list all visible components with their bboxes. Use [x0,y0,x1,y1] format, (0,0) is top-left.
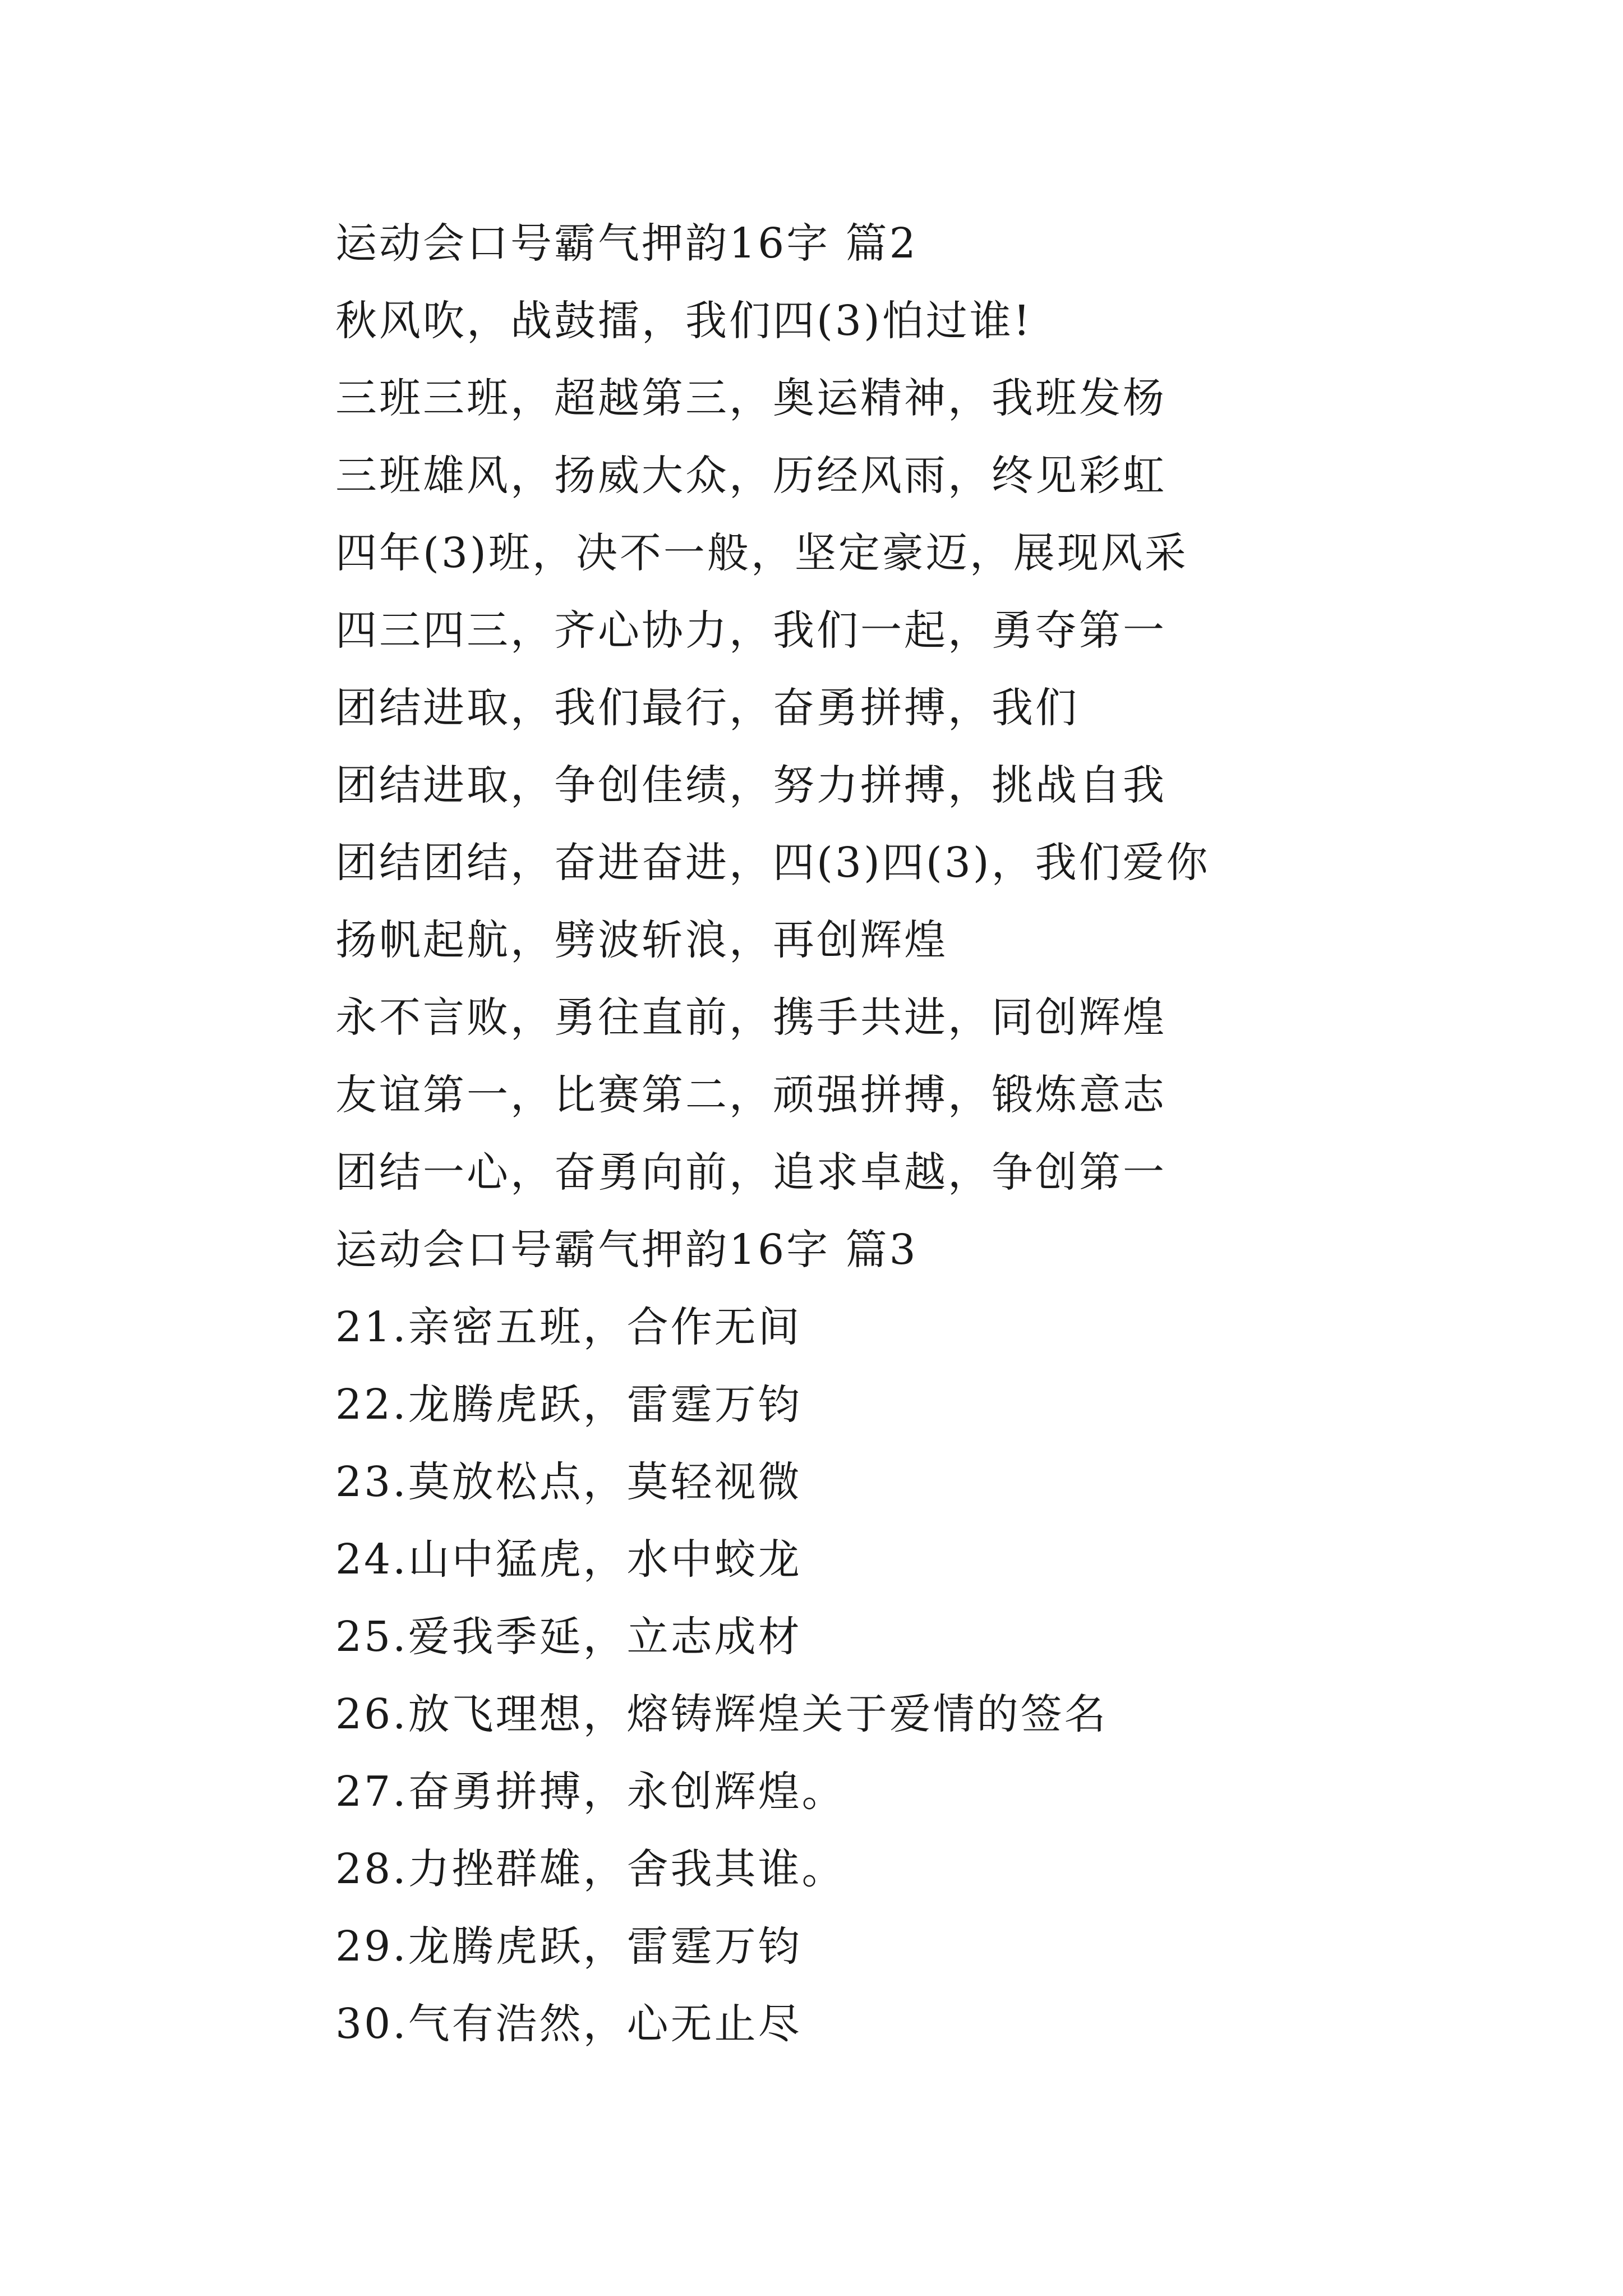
numbered-slogan: 30.气有浩然，心无止尽 [335,2000,802,2048]
slogan-line: 四三四三，齐心协力，我们一起，勇夺第一 [335,606,1166,655]
numbered-slogan: 24.山中猛虎，水中蛟龙 [335,1535,802,1584]
numbered-slogan: 21.亲密五班，合作无间 [335,1303,802,1351]
slogan-line: 永不言败，勇往直前，携手共进，同创辉煌 [335,993,1166,1042]
slogan-line: 团结进取，争创佳绩，努力拼搏，挑战自我 [335,761,1166,809]
slogan-line: 三班三班，超越第三，奥运精神，我班发杨 [335,374,1166,422]
slogan-line: 三班雄风，扬威大众，历经风雨，终见彩虹 [335,452,1166,500]
numbered-slogan: 26.放飞理想，熔铸辉煌关于爱情的签名 [335,1690,1108,1738]
numbered-slogan: 27.奋勇拼搏，永创辉煌。 [335,1768,846,1816]
slogan-line: 团结一心，奋勇向前，追求卓越，争创第一 [335,1148,1166,1197]
slogan-line: 四年(3)班，决不一般，坚定豪迈，展现风采 [335,529,1188,577]
numbered-slogan: 23.莫放松点，莫轻视微 [335,1458,802,1506]
section-heading: 运动会口号霸气押韵16字 篇3 [335,1226,918,1274]
slogan-line: 友谊第一，比赛第二，顽强拼搏，锻炼意志 [335,1071,1166,1119]
section-heading: 运动会口号霸气押韵16字 篇2 [335,219,918,268]
slogan-line: 扬帆起航，劈波斩浪，再创辉煌 [335,916,948,964]
numbered-slogan: 22.龙腾虎跃，雷霆万钧 [335,1381,802,1429]
numbered-slogan: 29.龙腾虎跃，雷霆万钧 [335,1922,802,1971]
slogan-line: 团结团结，奋进奋进，四(3)四(3)，我们爱你 [335,839,1210,887]
document-body [335,205,1513,2063]
slogan-line: 团结进取，我们最行，奋勇拼搏，我们 [335,684,1079,732]
slogan-line: 秋风吹，战鼓擂，我们四(3)怕过谁! [335,297,1032,345]
numbered-slogan: 28.力挫群雄，舍我其谁。 [335,1845,846,1893]
numbered-slogan: 25.爱我季延，立志成材 [335,1613,802,1661]
